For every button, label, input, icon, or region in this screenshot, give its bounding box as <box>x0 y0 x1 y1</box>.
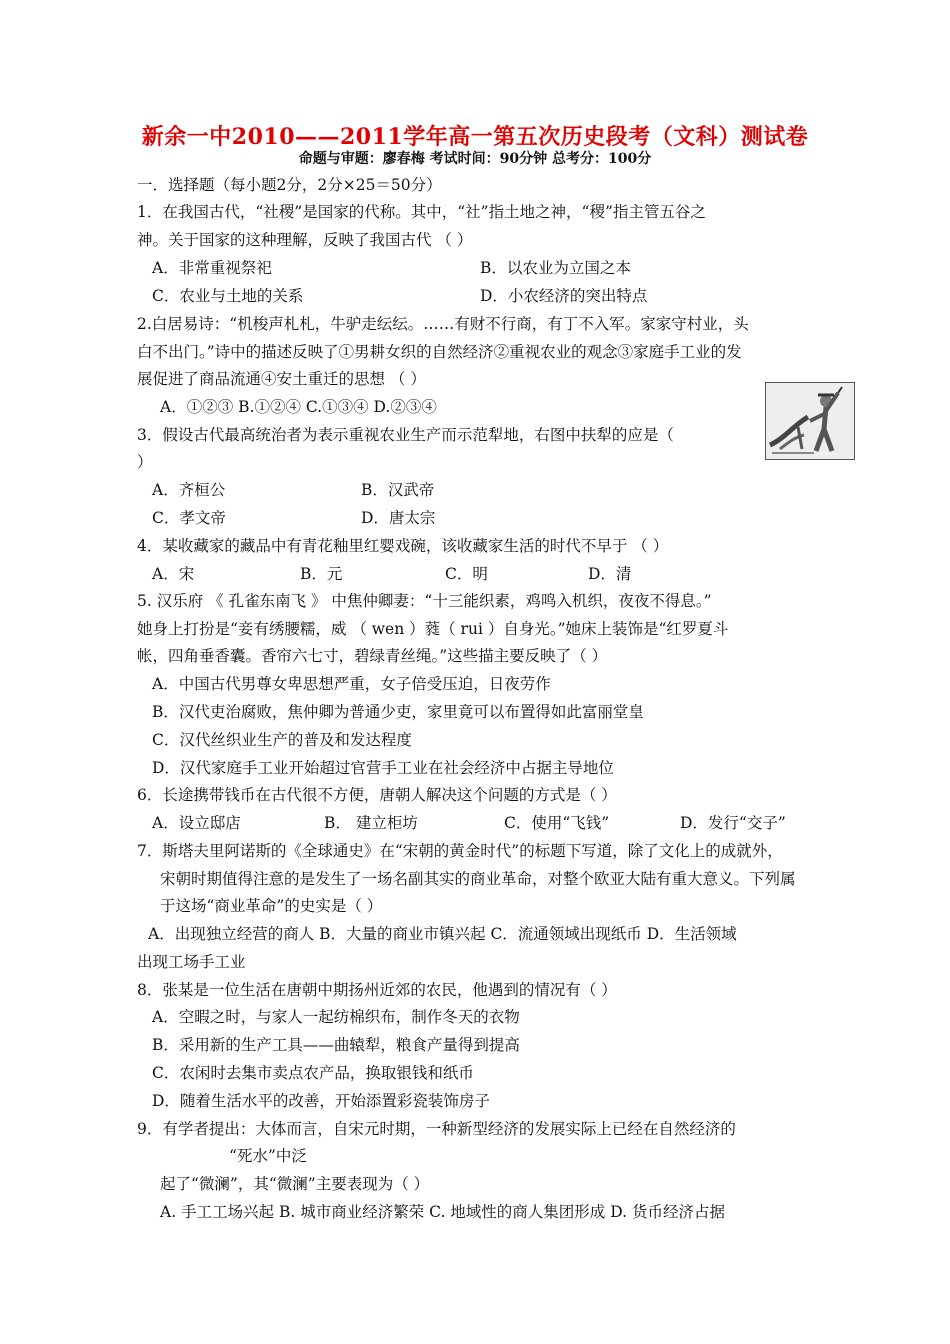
question-3-option-b: B．汉武帝 <box>361 481 435 499</box>
question-1-line-2: 神。关于国家的这种理解，反映了我国古代 （ ） <box>137 231 473 249</box>
question-4-option-b: B．元 <box>300 565 343 583</box>
question-1-option-d: D．小农经济的突出特点 <box>480 287 648 305</box>
question-7-line-3: 于这场“商业革命”的史实是（ ） <box>160 897 383 915</box>
question-1-option-a: A．非常重视祭祀 <box>152 259 272 277</box>
section-heading: 一．选择题（每小题2分，2分×25＝50分） <box>137 176 442 194</box>
question-9-line-1: 9．有学者提出：大体而言，自宋元时期，一种新型经济的发展实际上已经在自然经济的 <box>137 1120 736 1138</box>
exam-info: 命题与审题：廖春梅 考试时间：90分钟 总考分：100分 <box>298 151 652 167</box>
question-1-line-1: 1．在我国古代，“社稷”是国家的代称。其中，“社”指土地之神，“稷”指主管五谷之 <box>137 203 706 221</box>
question-7-line-4: A．出现独立经营的商人 B．大量的商业市镇兴起 C．流通领域出现纸币 D．生活领域 <box>148 925 737 943</box>
question-5-line-2: 她身上打扮是“妾有绣腰糯，威 （ wen ）蕤（ rui ）自身光。”她床上装饰是“红罗夏斗 <box>137 620 729 638</box>
question-5-line-3: 帐，四角垂香囊。香帘六七寸，碧绿青丝绳。”这些描主要反映了（ ） <box>137 647 608 665</box>
question-9-line-4: A. 手工工场兴起 B. 城市商业经济繁荣 C. 地域性的商人集团形成 D. 货币经济占据 <box>160 1203 725 1221</box>
question-8-option-c: C．农闲时去集市卖点农产品，换取银钱和纸币 <box>152 1064 474 1082</box>
question-6-line-1: 6．长途携带钱币在古代很不方便，唐朝人解决这个问题的方式是（ ） <box>137 786 617 804</box>
question-1-option-b: B．以农业为立国之本 <box>480 259 631 277</box>
plow-image-icon <box>766 383 854 459</box>
question-2-line-1: 2.白居易诗：“机梭声札札，牛驴走纭纭。……有财不行商，有丁不入军。家家守村业，头 <box>137 315 749 333</box>
question-3-option-a: A．齐桓公 <box>152 481 226 499</box>
question-7-line-1: 7．斯塔夫里阿诺斯的《全球通史》在“宋朝的黄金时代”的标题下写道，除了文化上的成就外， <box>137 842 783 860</box>
question-3-line-1: 3．假设古代最高统治者为表示重视农业生产而示范犁地，右图中扶犁的应是（ <box>137 426 674 444</box>
plowing-farmer-illustration <box>765 382 855 460</box>
question-5-option-d: D．汉代家庭手工业开始超过官营手工业在社会经济中占据主导地位 <box>152 759 614 777</box>
question-3-line-2: ） <box>137 453 153 471</box>
question-6-option-d: D．发行“交子” <box>680 814 786 832</box>
question-4-option-d: D．清 <box>588 565 632 583</box>
question-5-line-1: 5. 汉乐府 《 孔雀东南飞 》 中焦仲卿妻：“十三能织素，鸡鸣入机织，夜夜不得息。” <box>137 592 712 610</box>
question-8-line-1: 8．张某是一位生活在唐朝中期扬州近郊的农民，他遇到的情况有（ ） <box>137 981 617 999</box>
question-3-option-d: D．唐太宗 <box>361 509 436 527</box>
question-6-option-a: A．设立邸店 <box>152 814 241 832</box>
question-4-option-c: C．明 <box>445 565 488 583</box>
page-title: 新余一中2010——2011学年高一第五次历史段考（文科）测试卷 <box>141 124 809 150</box>
question-5-option-b: B．汉代吏治腐败，焦仲卿为普通少吏，家里竟可以布置得如此富丽堂皇 <box>152 703 644 721</box>
question-8-option-a: A．空暇之时，与家人一起纺棉织布，制作冬天的衣物 <box>152 1008 520 1026</box>
question-9-line-3: 起了“微澜”，其“微澜”主要表现为（ ） <box>160 1175 430 1193</box>
question-2-options: A．①②③ B.①②④ C.①③④ D.②③④ <box>160 398 437 416</box>
question-8-option-b: B．采用新的生产工具——曲辕犁，粮食产量得到提高 <box>152 1036 520 1054</box>
question-6-option-b: B． 建立柜坊 <box>324 814 418 832</box>
question-2-line-2: 白不出门。”诗中的描述反映了①男耕女织的自然经济②重视农业的观念③家庭手工业的发 <box>137 343 742 361</box>
question-7-line-2: 宋朝时期值得注意的是发生了一场名副其实的商业革命，对整个欧亚大陆有重大意义。下列属 <box>160 870 796 888</box>
question-5-option-a: A．中国古代男尊女卑思想严重，女子倍受压迫，日夜劳作 <box>152 675 551 693</box>
question-2-line-3: 展促进了商品流通④安土重迁的思想 （ ） <box>137 370 426 388</box>
question-3-option-c: C．孝文帝 <box>152 509 226 527</box>
question-9-line-2: “死水”中泛 <box>229 1147 307 1165</box>
question-7-line-5: 出现工场手工业 <box>137 953 246 971</box>
question-8-option-d: D．随着生活水平的改善，开始添置彩瓷装饰房子 <box>152 1092 490 1110</box>
question-4-line-1: 4．某收藏家的藏品中有青花釉里红婴戏碗，该收藏家生活的时代不早于 （ ） <box>137 537 669 555</box>
question-1-option-c: C．农业与土地的关系 <box>152 287 304 305</box>
question-5-option-c: C．汉代丝织业生产的普及和发达程度 <box>152 731 412 749</box>
question-4-option-a: A．宋 <box>152 565 195 583</box>
question-6-option-c: C．使用“飞钱” <box>504 814 610 832</box>
